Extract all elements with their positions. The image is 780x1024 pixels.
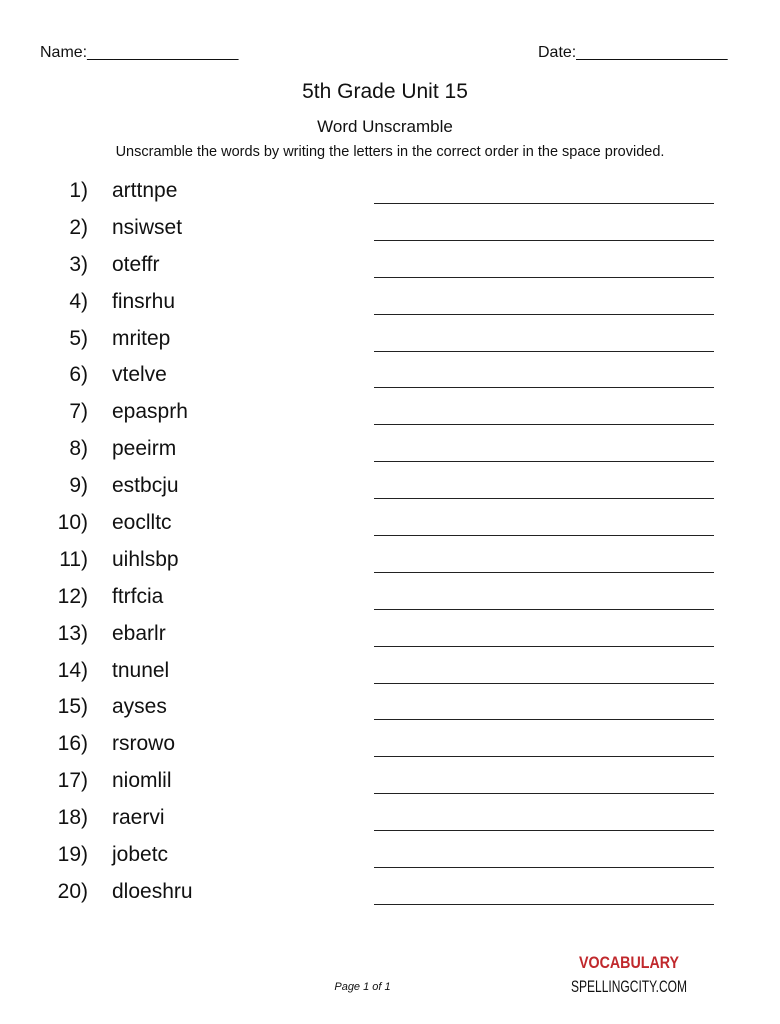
answer-line[interactable] bbox=[374, 683, 714, 684]
list-item bbox=[0, 693, 770, 730]
list-item bbox=[0, 657, 770, 694]
scrambled-word: ftrfcia bbox=[112, 584, 164, 608]
scrambled-word: niomlil bbox=[112, 769, 172, 793]
item-number: 17) bbox=[57, 769, 88, 793]
scrambled-word: ayses bbox=[112, 695, 167, 719]
item-number: 13) bbox=[57, 621, 88, 645]
scrambled-word: dloeshru bbox=[112, 879, 193, 903]
item-number: 6) bbox=[69, 363, 88, 387]
list-item bbox=[0, 214, 770, 251]
answer-line[interactable] bbox=[374, 203, 714, 204]
item-number: 5) bbox=[69, 326, 88, 350]
item-number: 16) bbox=[57, 732, 88, 756]
list-item bbox=[0, 620, 770, 657]
answer-line[interactable] bbox=[374, 867, 714, 868]
scrambled-word: eoclltc bbox=[112, 511, 172, 535]
list-item bbox=[0, 583, 770, 620]
scrambled-word: vtelve bbox=[112, 363, 167, 387]
list-item bbox=[0, 472, 770, 509]
answer-line[interactable] bbox=[374, 498, 714, 499]
list-item bbox=[0, 804, 770, 841]
answer-line[interactable] bbox=[374, 904, 714, 905]
item-number: 18) bbox=[57, 806, 88, 830]
scrambled-word: jobetc bbox=[112, 843, 169, 867]
answer-line[interactable] bbox=[374, 572, 714, 573]
list-item bbox=[0, 288, 770, 325]
date-field[interactable]: Date:_________________ bbox=[538, 44, 728, 61]
item-number: 2) bbox=[69, 215, 88, 239]
scrambled-word: nsiwset bbox=[112, 215, 183, 239]
item-number: 4) bbox=[69, 289, 88, 313]
item-number: 15) bbox=[57, 695, 88, 719]
word-list bbox=[0, 177, 770, 915]
scrambled-word: rsrowo bbox=[112, 732, 176, 756]
answer-line[interactable] bbox=[374, 535, 714, 536]
worksheet-subtitle: Word Unscramble bbox=[317, 117, 453, 136]
answer-line[interactable] bbox=[374, 609, 714, 610]
list-item bbox=[0, 398, 770, 435]
answer-line[interactable] bbox=[374, 351, 714, 352]
answer-line[interactable] bbox=[374, 793, 714, 794]
item-number: 14) bbox=[57, 658, 88, 682]
item-number: 1) bbox=[69, 179, 88, 202]
item-number: 11) bbox=[59, 547, 88, 571]
item-number: 20) bbox=[57, 879, 88, 903]
list-item bbox=[0, 509, 770, 546]
list-item bbox=[0, 767, 770, 804]
name-field[interactable]: Name:_________________ bbox=[40, 44, 239, 61]
scrambled-word: tnunel bbox=[112, 658, 170, 682]
answer-line[interactable] bbox=[374, 387, 714, 388]
scrambled-word: finsrhu bbox=[112, 289, 176, 313]
list-item bbox=[0, 361, 770, 398]
list-item bbox=[0, 325, 770, 362]
item-number: 9) bbox=[69, 474, 88, 498]
scrambled-word: peeirm bbox=[112, 437, 177, 461]
vocabulary-spellingcity-logo bbox=[566, 948, 692, 1000]
scrambled-word: estbcju bbox=[112, 474, 179, 498]
scrambled-word: ebarlr bbox=[112, 621, 166, 645]
answer-line[interactable] bbox=[374, 424, 714, 425]
list-item bbox=[0, 435, 770, 472]
list-item bbox=[0, 177, 770, 214]
item-number: 19) bbox=[57, 843, 88, 867]
item-number: 10) bbox=[57, 511, 88, 535]
answer-line[interactable] bbox=[374, 719, 714, 720]
list-item bbox=[0, 251, 770, 288]
list-item bbox=[0, 730, 770, 767]
answer-line[interactable] bbox=[374, 830, 714, 831]
answer-line[interactable] bbox=[374, 277, 714, 278]
list-item bbox=[0, 841, 770, 878]
logo-line-2: SPELLINGCITY.COM bbox=[571, 977, 687, 996]
list-item bbox=[0, 878, 770, 915]
page-title: 5th Grade Unit 15 bbox=[302, 80, 468, 103]
item-number: 3) bbox=[69, 252, 88, 276]
scrambled-word: oteffr bbox=[112, 252, 160, 276]
scrambled-word: uihlsbp bbox=[112, 547, 179, 571]
item-number: 12) bbox=[57, 584, 88, 608]
scrambled-word: arttnpe bbox=[112, 179, 178, 202]
list-item bbox=[0, 546, 770, 583]
answer-line[interactable] bbox=[374, 646, 714, 647]
scrambled-word: raervi bbox=[112, 806, 165, 830]
answer-line[interactable] bbox=[374, 461, 714, 462]
item-number: 8) bbox=[69, 437, 88, 461]
item-number: 7) bbox=[69, 400, 88, 424]
answer-line[interactable] bbox=[374, 756, 714, 757]
instructions: Unscramble the words by writing the letters in the correct order in the space provided. bbox=[115, 144, 665, 160]
logo-line-1: VOCABULARY bbox=[579, 953, 680, 972]
scrambled-word: mritep bbox=[112, 326, 171, 350]
page-number: Page 1 of 1 bbox=[334, 981, 391, 993]
answer-line[interactable] bbox=[374, 240, 714, 241]
scrambled-word: epasprh bbox=[112, 400, 188, 424]
answer-line[interactable] bbox=[374, 314, 714, 315]
